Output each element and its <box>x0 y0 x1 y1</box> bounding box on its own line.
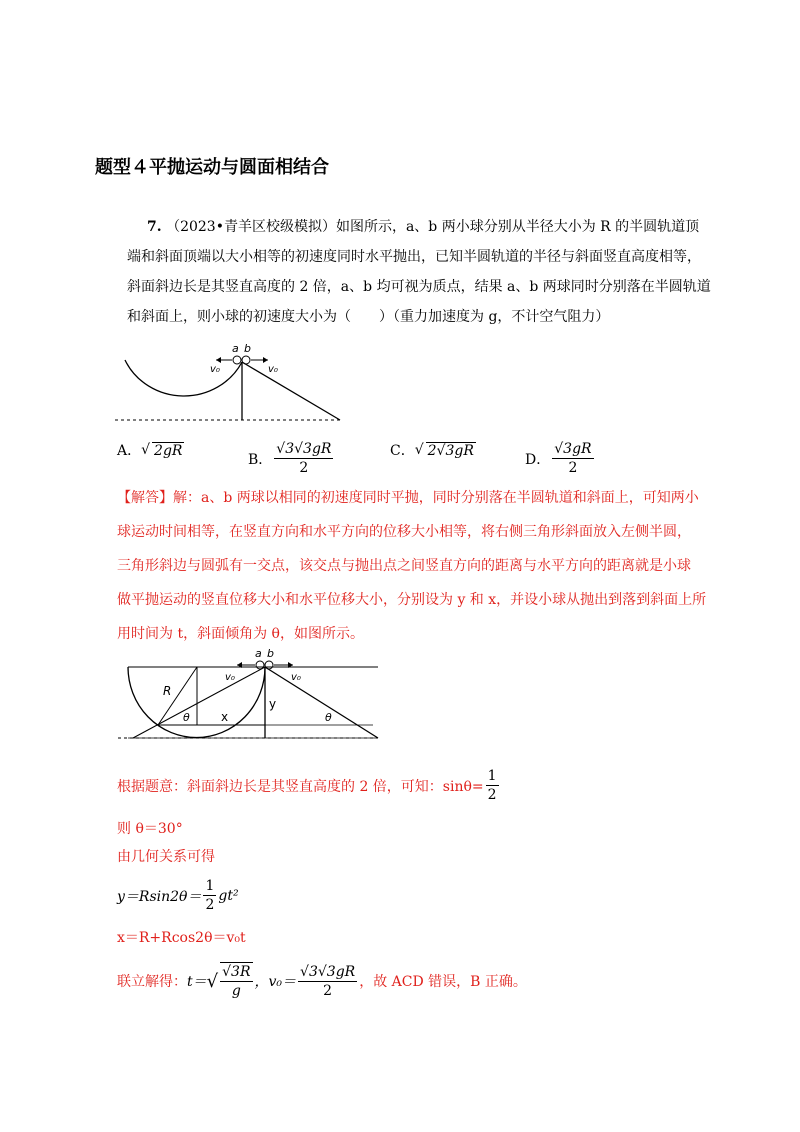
option-d <box>525 440 596 477</box>
question-line: 和斜面上，则小球的初速度大小为（ ）（重力加速度为 g，不计空气阻力） <box>127 309 610 325</box>
option-b <box>248 440 335 477</box>
radical-icon: √ <box>276 441 286 457</box>
option-c-expression: 2√3gR <box>427 442 474 459</box>
step-final <box>117 962 527 1000</box>
step6-v-lhs: ，v₀＝ <box>254 974 297 990</box>
radical-icon: √ <box>300 963 309 980</box>
moved-slope-line <box>133 667 265 738</box>
step6-v-fraction <box>298 963 357 1000</box>
option-a-label: A． <box>117 443 142 459</box>
slope-hypotenuse <box>242 362 340 420</box>
step6-v-numerator: 3√3gR <box>308 963 356 980</box>
question-number: 7. <box>147 219 162 235</box>
label-v0-right: v₀ <box>268 364 278 375</box>
semicircle-track <box>125 360 242 396</box>
step1-fraction <box>486 767 499 804</box>
step-x-equation: x＝R+Rcos2θ＝v₀t <box>117 930 246 946</box>
option-b-fraction <box>274 440 333 477</box>
radical-icon: √ <box>206 970 219 992</box>
question-text: （2023•青羊区校级模拟）如图所示，a、b 两小球分别从半径大小为 R 的半圆轨道顶 <box>166 219 700 235</box>
option-d-label: D． <box>525 451 551 468</box>
solution-line: 用时间为 t，斜面倾角为 θ，如图所示。 <box>117 626 364 642</box>
option-d-numerator: 3gR <box>563 441 592 457</box>
section-title: 题型４平抛运动与圆面相结合 <box>95 157 329 178</box>
step1-denominator: 2 <box>487 787 497 803</box>
step1-numerator: 1 <box>487 768 497 784</box>
step4-fraction <box>203 877 216 914</box>
label-b: b <box>244 342 251 355</box>
step1-text: 根据题意：斜面斜边长是其竖直高度的 2 倍，可知：sinθ= <box>117 778 484 795</box>
figure-1-diagram <box>110 340 350 425</box>
step-y-equation <box>117 877 239 914</box>
radical-icon: √ <box>141 442 151 458</box>
solution-head: 【解答】 <box>117 490 173 506</box>
step6-prefix: 联立解得： <box>117 974 187 990</box>
label-v0-left: v₀ <box>210 364 220 375</box>
solution-line: 球运动时间相等，在竖直方向和水平方向的位移大小相等，将右侧三角形斜面放入左侧半圆， <box>117 524 691 540</box>
step6-v-denominator: 2 <box>323 982 333 999</box>
solution-block <box>117 481 707 651</box>
step6-suffix: ，故 ACD 错误，B 正确。 <box>359 974 527 990</box>
question-line <box>127 212 700 242</box>
option-b-denominator: 2 <box>299 460 309 476</box>
option-c-label: C． <box>390 443 415 459</box>
ball-b <box>242 356 250 364</box>
label-v0-right: v₀ <box>291 672 301 683</box>
arrowhead-left <box>216 357 221 363</box>
slope-hypotenuse <box>265 667 378 738</box>
solution-line: 三角形斜边与圆弧有一交点，该交点与抛出点之间竖直方向的距离与水平方向的距离就是小球 <box>117 558 691 574</box>
option-d-denominator: 2 <box>568 460 578 476</box>
option-d-fraction <box>552 440 593 477</box>
step4-rhs: gt² <box>218 887 239 904</box>
step6-t-fraction <box>220 962 252 1000</box>
solution-line <box>117 481 707 515</box>
label-b: b <box>267 647 274 660</box>
step6-t-numerator: √3R <box>222 964 251 980</box>
label-theta-right: θ <box>325 711 332 724</box>
label-R: R <box>163 684 172 698</box>
option-b-numerator: 3√3gR <box>285 441 332 457</box>
step6-t-denominator: g <box>231 983 241 999</box>
label-v0-left: v₀ <box>225 672 235 683</box>
radical-icon: √ <box>414 442 424 458</box>
label-a: a <box>255 647 262 660</box>
step-sin-theta <box>117 767 501 804</box>
label-y: y <box>269 697 277 711</box>
step4-numerator: 1 <box>205 878 215 894</box>
radical-icon: √ <box>554 441 564 457</box>
arrowhead-right <box>263 357 268 363</box>
step4-lhs: y＝Rsin2θ＝ <box>117 888 202 905</box>
step6-t-lhs: t＝ <box>187 974 207 990</box>
question-block <box>127 212 711 332</box>
ball-a <box>256 661 264 669</box>
step4-denominator: 2 <box>205 897 215 913</box>
solution-text: 解：a、b 两球以相同的初速度同时平抛，同时分别落在半圆轨道和斜面上，可知两小 <box>173 490 699 506</box>
question-line: 斜面斜边长是其竖直高度的 2 倍，a、b 均可视为质点，结果 a、b 两球同时分别落在半圆轨道 <box>127 279 711 295</box>
ball-a <box>233 356 241 364</box>
option-c <box>390 440 476 460</box>
step-theta-value: 则 θ＝30° <box>117 821 183 837</box>
label-a: a <box>232 342 239 355</box>
step-geometry: 由几何关系可得 <box>117 849 215 865</box>
label-x: x <box>221 710 229 724</box>
ball-b <box>265 661 273 669</box>
option-b-label: B． <box>248 451 273 468</box>
option-a <box>117 440 184 460</box>
solution-line: 做平抛运动的竖直位移大小和水平位移大小，分别设为 y 和 x，并设小球从抛出到落到斜面上所 <box>117 592 707 608</box>
question-line: 端和斜面顶端以大小相等的初速度同时水平抛出，已知半圆轨道的半径与斜面竖直高度相等， <box>127 249 701 265</box>
option-a-expression: 2gR <box>154 442 183 459</box>
label-theta-left: θ <box>183 711 190 724</box>
figure-2-diagram <box>113 645 383 745</box>
